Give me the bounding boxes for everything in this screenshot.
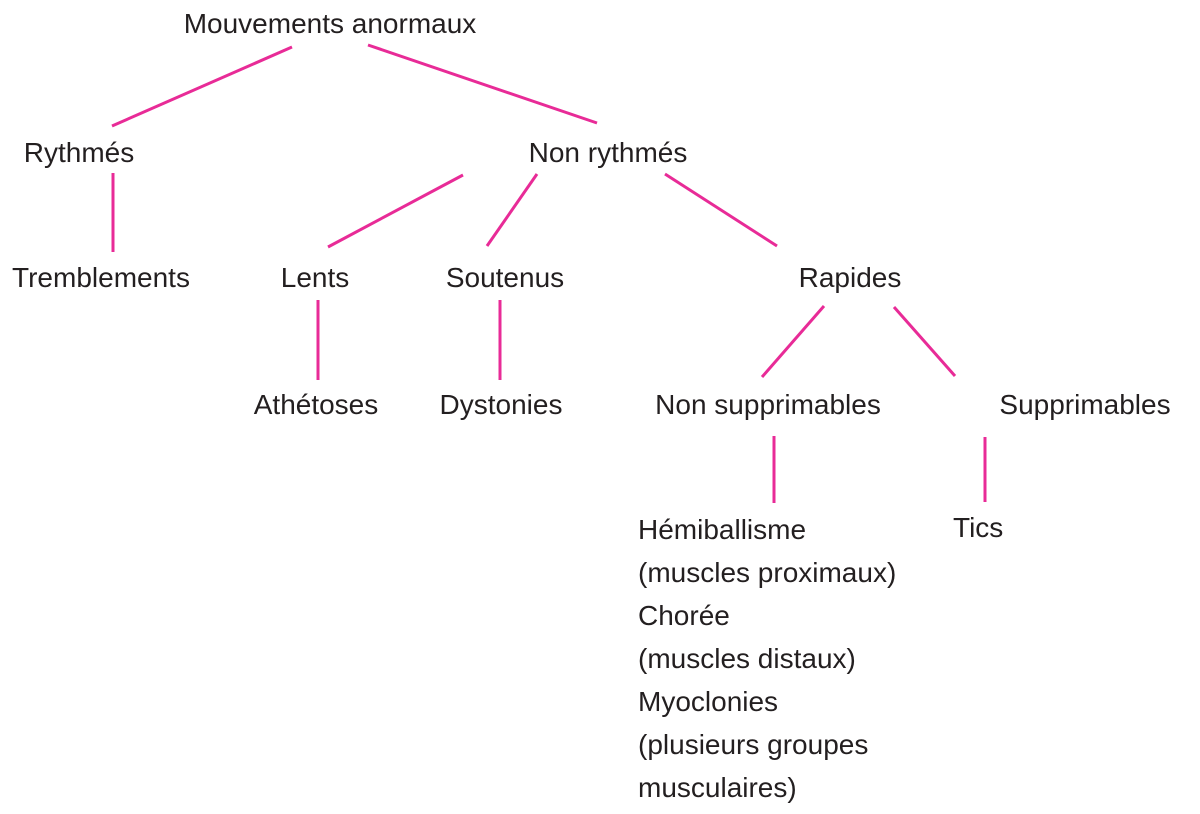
node-soutenus: Soutenus	[445, 262, 565, 293]
leaf-line-hemiballisme: Hémiballisme	[638, 514, 807, 545]
edge-rapides-non-supprimables	[762, 306, 824, 377]
edge-root-non-rythmes	[368, 45, 597, 123]
edge-root-rythmes	[112, 47, 292, 126]
edge-non-rythmes-rapides	[665, 174, 777, 246]
edge-non-rythmes-lents	[328, 175, 463, 247]
edge-non-rythmes-soutenus	[487, 174, 537, 246]
node-tics: Tics	[953, 512, 1004, 543]
node-mouvements-anormaux: Mouvements anormaux	[183, 8, 477, 39]
node-non-supprimables: Non supprimables	[655, 389, 881, 420]
node-rythmes: Rythmés	[23, 137, 135, 168]
edge-rapides-supprimables	[894, 307, 955, 376]
node-lents: Lents	[280, 262, 350, 293]
node-supprimables: Supprimables	[999, 389, 1171, 420]
node-athetoses: Athétoses	[253, 389, 379, 420]
node-tremblements: Tremblements	[12, 262, 190, 293]
leaf-line-plusieurs-groupes: (plusieurs groupes	[638, 729, 869, 760]
leaf-line-musculaires: musculaires)	[638, 772, 797, 803]
leaf-line-muscles-distaux: (muscles distaux)	[638, 643, 856, 674]
node-dystonies: Dystonies	[439, 389, 563, 420]
leaf-line-muscles-proximaux: (muscles proximaux)	[638, 557, 897, 588]
node-non-rythmes: Non rythmés	[528, 137, 688, 168]
node-rapides: Rapides	[798, 262, 902, 293]
leaf-line-myoclonies: Myoclonies	[638, 686, 779, 717]
node-non-supprimables-leaves	[638, 508, 896, 809]
leaf-line-choree: Chorée	[638, 600, 730, 631]
